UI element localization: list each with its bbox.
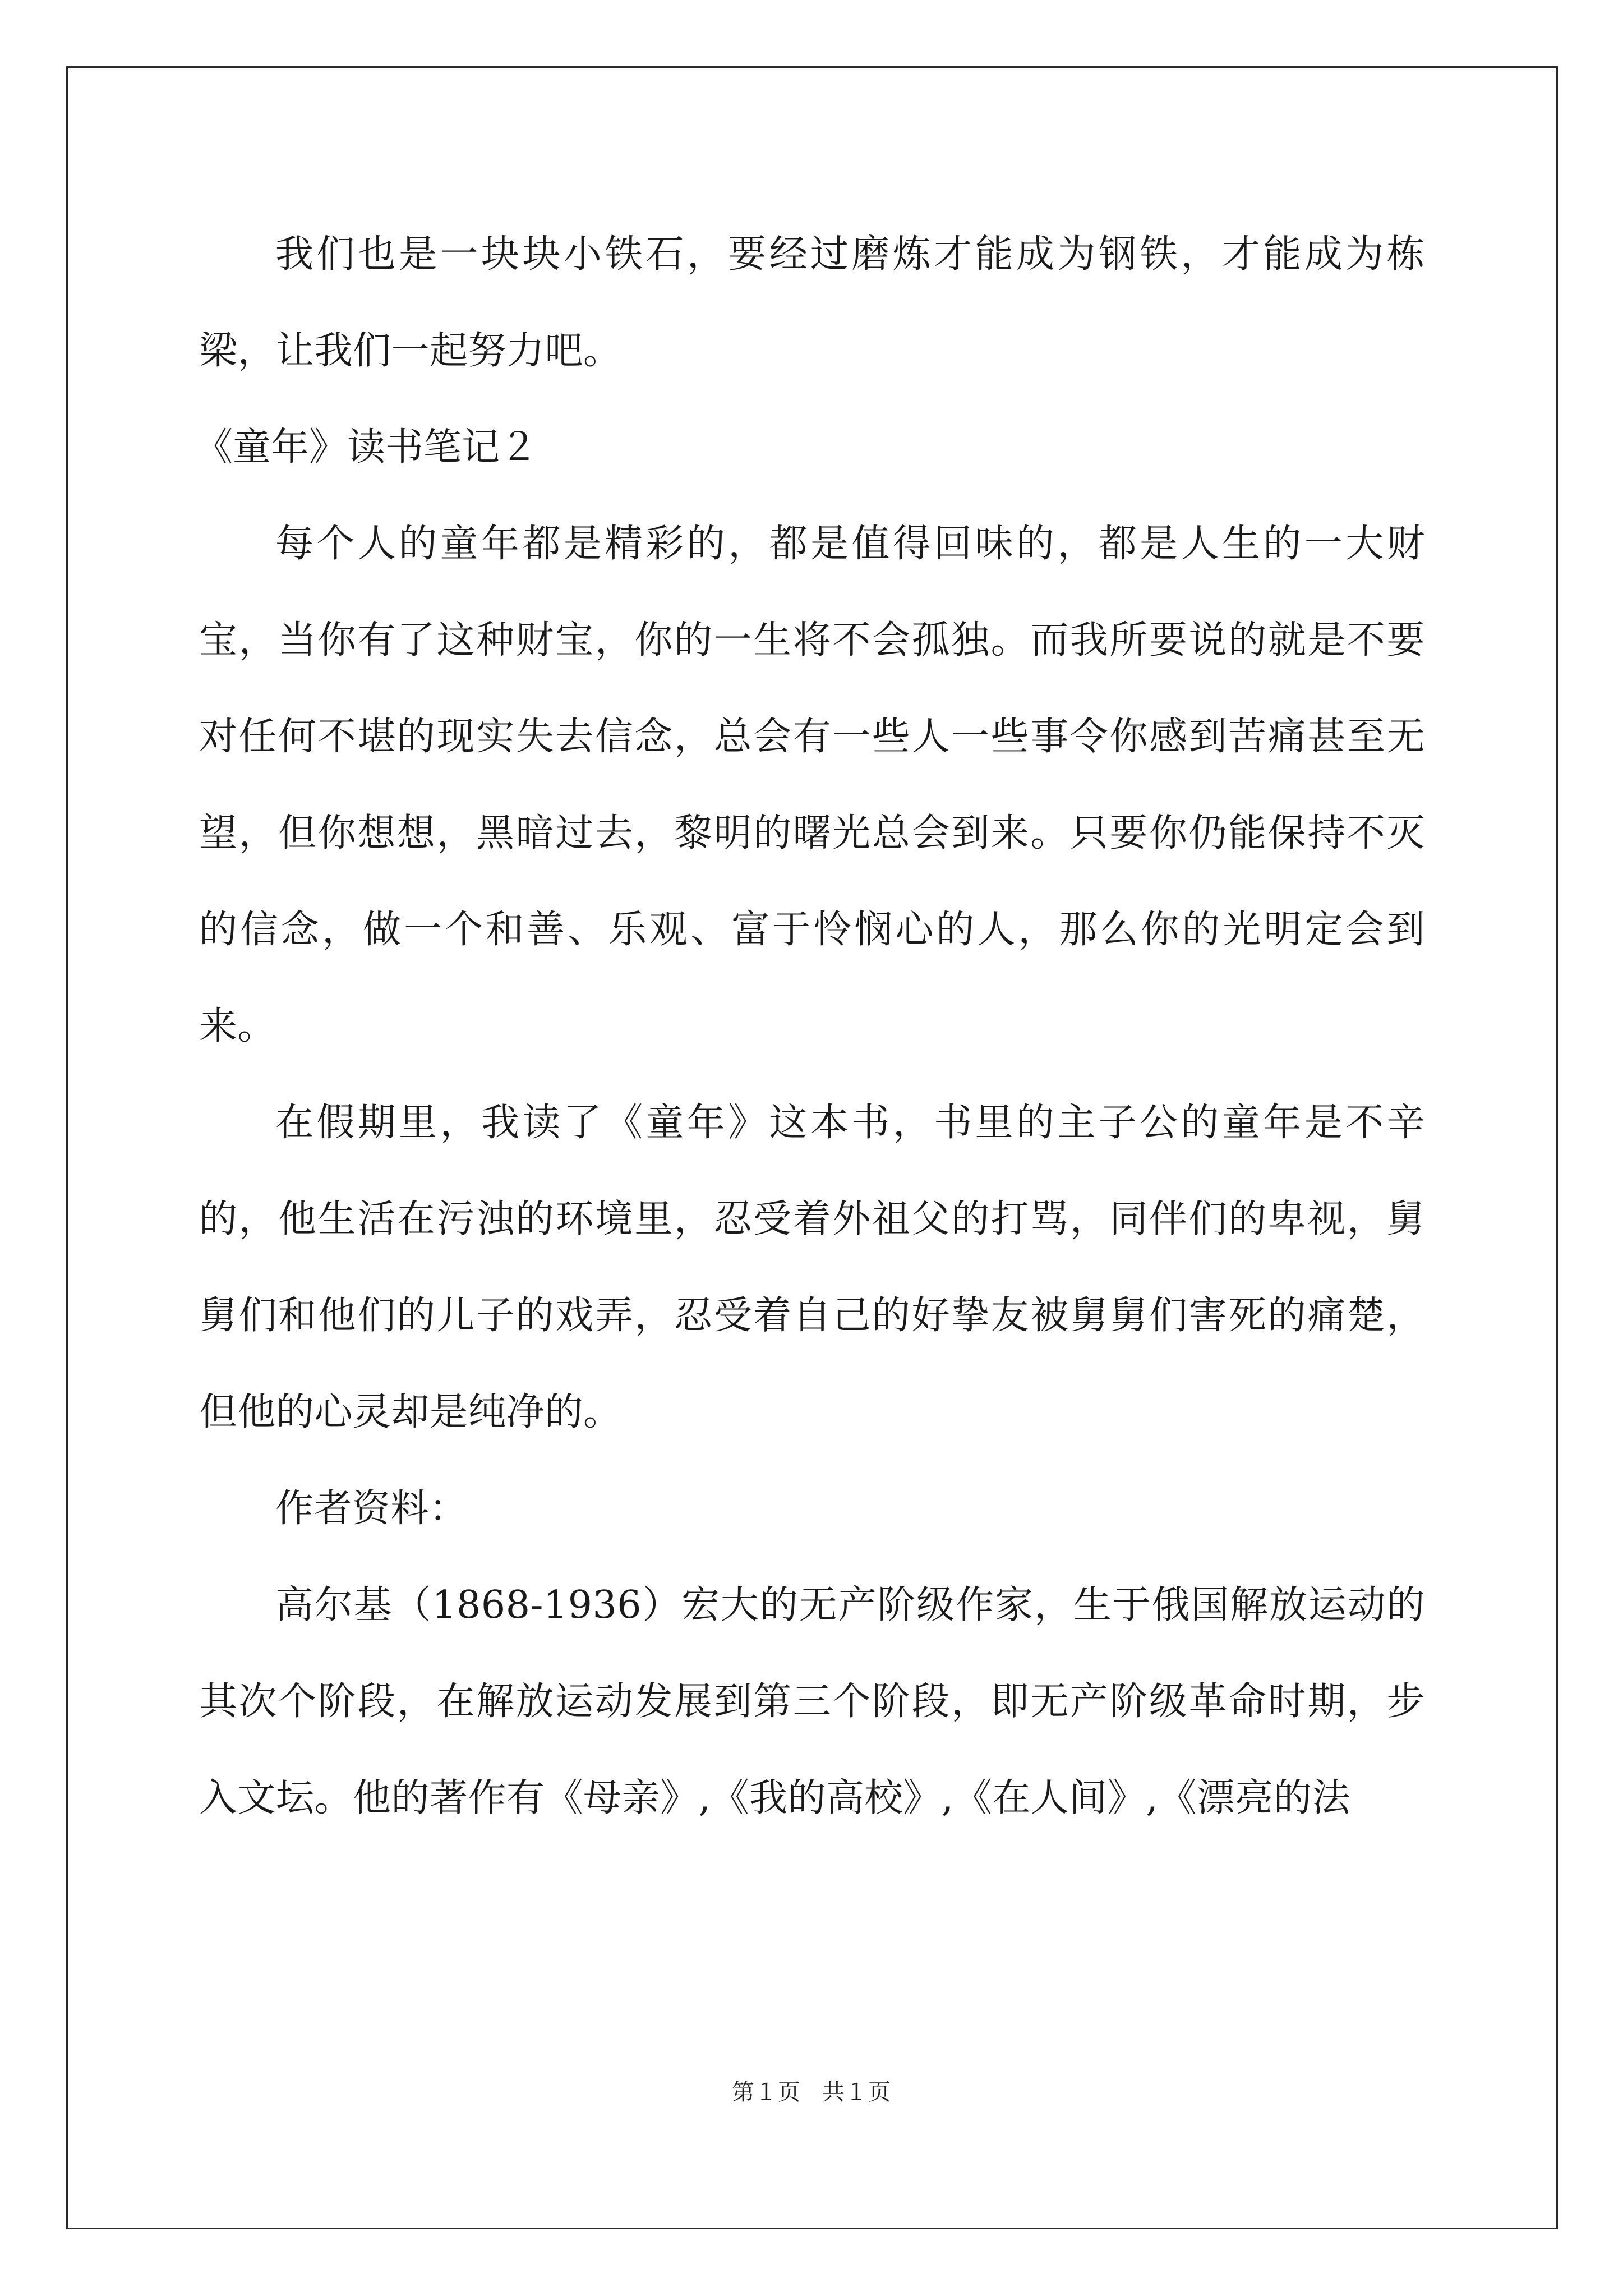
paragraph-1: 我们也是一块块小铁石，要经过磨炼才能成为钢铁，才能成为栋梁，让我们一起努力吧。 xyxy=(199,232,1425,373)
paragraph-author-bio: 高尔基（1868-1936）宏大的无产阶级作家，生于俄国解放运动的其次个阶段，在解放运动发展到第三个阶段，即无产阶级革命时期，步入文坛。他的著作有《母亲》,《我的高校》,《在人间》,《漂亮的法 xyxy=(199,1583,1425,1820)
paragraph-2: 每个人的童年都是精彩的，都是值得回味的，都是人生的一大财宝，当你有了这种财宝，你的一生将不会孤独。而我所要说的就是不要对任何不堪的现实失去信念，总会有一些人一些事令你感到苦痛甚至无望，但你想想，黑暗过去，黎明的曙光总会到来。只要你仍能保持不灭的信念，做一个和善、乐观、富于怜悯心的人，那么你的光明定会到来。 xyxy=(199,522,1425,1048)
paragraph-3: 在假期里，我读了《童年》这本书，书里的主子公的童年是不辛的，他生活在污浊的环境里，忍受着外祖父的打骂，同伴们的卑视，舅舅们和他们的儿子的戏弄，忍受着自己的好挚友被舅舅们害死的痛楚，但他的心灵却是纯净的。 xyxy=(199,1101,1425,1434)
document-body xyxy=(195,206,1425,1847)
section-heading: 《童年》读书笔记２ xyxy=(195,425,538,470)
page-total: 共１页 xyxy=(822,2079,891,2105)
paragraph-author-label: 作者资料： xyxy=(275,1487,468,1531)
page-number: 第１页 xyxy=(732,2079,801,2105)
page-footer xyxy=(0,2076,1623,2109)
